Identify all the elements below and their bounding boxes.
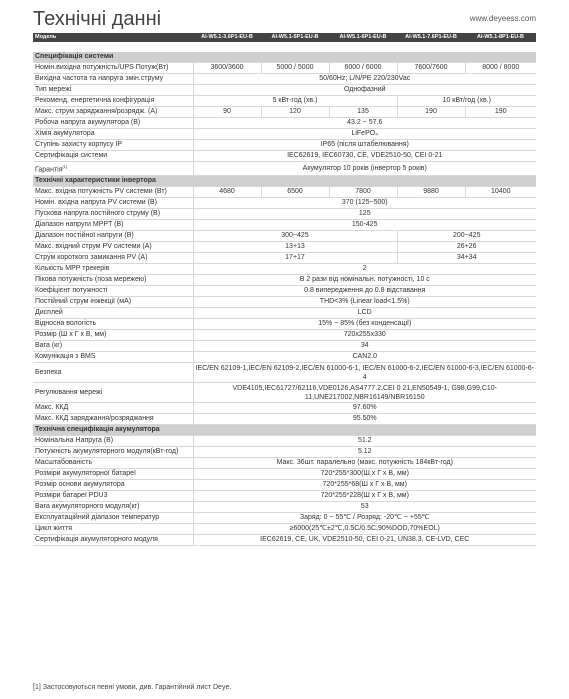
spec-label-cell: [33, 242, 193, 253]
spec-value: ≥6000(25℃±2℃,0.5C/0.5C,90%DOD,70%EOL): [193, 524, 536, 535]
spec-value: 300~425: [193, 231, 397, 242]
spec-value: VDE4105,IEC61727/62116,VDE0126,AS4777.2,CEI 0 21,EN50549-1, G98,G99,C10-11,UNE217002,NBR16149/NBR16150: [193, 383, 536, 403]
spec-row: [33, 363, 536, 383]
spec-label-cell: [33, 151, 193, 162]
spec-value: 15% ~ 85% (без конденсації): [193, 319, 536, 330]
spec-value: 43.2 ~ 57.6: [193, 118, 536, 129]
spec-row: [33, 151, 536, 162]
spec-value: 720*255*300(Ш х Г х В, мм): [193, 469, 536, 480]
spec-label: Макс. вхідна потужність PV системи (Вт): [35, 188, 167, 196]
spec-value: THD<3% (Linear load<1.5%): [193, 297, 536, 308]
spec-label-cell: [33, 469, 193, 480]
spec-label: Струм короткого замикання PV (A): [35, 254, 148, 262]
spec-label-cell: [33, 140, 193, 151]
spec-value: 34+34: [397, 253, 536, 264]
spec-value: 5000 / 5000: [261, 63, 329, 74]
spec-label: Масштабованість: [35, 459, 93, 467]
spec-label: Кількість MPP трекерів: [35, 265, 110, 273]
spec-value: 10400: [465, 187, 536, 198]
spec-value: 7800: [329, 187, 397, 198]
spec-value: 17+17: [193, 253, 397, 264]
spec-label-cell: [33, 308, 193, 319]
spacer-row: [33, 42, 536, 52]
spec-value: В 2 рази від номінальн. потужності, 10 с: [193, 275, 536, 286]
spec-value: 190: [397, 107, 465, 118]
spec-row: [33, 491, 536, 502]
spec-row: [33, 286, 536, 297]
spec-row: [33, 297, 536, 308]
model-name: AI-W5.1-8P1-EU-B: [465, 33, 536, 42]
spec-value: 51.2: [193, 436, 536, 447]
spec-row: [33, 129, 536, 140]
spec-label-cell: [33, 319, 193, 330]
spec-value: Макс. 36шт. паралельно (макс. потужність 184кВт-год): [193, 458, 536, 469]
section-title: Технічна специфікація акумулятора: [33, 425, 536, 436]
spec-row: [33, 383, 536, 403]
spec-label-cell: [33, 74, 193, 85]
spec-label-cell: [33, 275, 193, 286]
model-name: AI-W5.1-5P1-EU-B: [261, 33, 329, 42]
spec-label: Розмір основи акумулятора: [35, 481, 125, 489]
spec-label-cell: [33, 162, 193, 176]
spec-value: 720*255*68(Ш х Г х В, мм): [193, 480, 536, 491]
section-title: Технічні характеристики інвертора: [33, 176, 536, 187]
spec-label-cell: [33, 513, 193, 524]
spec-label-cell: [33, 524, 193, 535]
spec-label-cell: [33, 253, 193, 264]
spec-label: Пікова потужність (поза мережею): [35, 276, 147, 284]
spec-label-cell: [33, 458, 193, 469]
spec-row: [33, 341, 536, 352]
spec-value: IEC/EN 62109-1,IEC/EN 62109-2,IEC/EN 61000-6-1, IEC/EN 61000-6-2,IEC/EN 61000-6-3,IEC/EN 61000-6-4: [193, 363, 536, 383]
spec-label-cell: [33, 330, 193, 341]
spec-label-cell: [33, 352, 193, 363]
spec-label-cell: [33, 480, 193, 491]
spec-value: 5.12: [193, 447, 536, 458]
spec-row: [33, 308, 536, 319]
spec-value: 135: [329, 107, 397, 118]
spec-label-cell: [33, 209, 193, 220]
spec-label-cell: [33, 491, 193, 502]
spec-label-cell: [33, 198, 193, 209]
spec-row: [33, 414, 536, 425]
spec-label-cell: [33, 297, 193, 308]
spec-value: 97.60%: [193, 403, 536, 414]
section-title: Специфікація системи: [33, 52, 536, 63]
spec-value: CAN2.0: [193, 352, 536, 363]
spec-value: 95.50%: [193, 414, 536, 425]
spec-row: [33, 458, 536, 469]
spec-label: Вага акумуляторного модуля(кг): [35, 503, 140, 511]
spec-label: Експлуатаційний діапазон температур: [35, 514, 160, 522]
spec-label-cell: [33, 220, 193, 231]
spec-row: [33, 319, 536, 330]
spec-row: [33, 330, 536, 341]
spec-value: LCD: [193, 308, 536, 319]
spec-row: [33, 242, 536, 253]
spec-row: [33, 502, 536, 513]
spec-label-cell: [33, 118, 193, 129]
spec-label: Безпека: [35, 369, 62, 377]
spec-label-cell: [33, 187, 193, 198]
spec-value: 150-425: [193, 220, 536, 231]
spec-value: 53: [193, 502, 536, 513]
spec-label-cell: [33, 447, 193, 458]
spec-value: IEC62619, IEC60730, CE, VDE2510-50, CEI 0-21: [193, 151, 536, 162]
spec-label: Цикл життя: [35, 525, 73, 533]
spec-row: [33, 447, 536, 458]
spec-row: [33, 140, 536, 151]
spec-label-cell: [33, 129, 193, 140]
spec-label: Потужність акумуляторного модуля(кВт-год): [35, 448, 179, 456]
spec-value: 26+26: [397, 242, 536, 253]
spec-label: Робоча напруга акумулятора (В): [35, 119, 141, 126]
spec-row: [33, 187, 536, 198]
spec-label: Ступінь захисту корпусу IP: [35, 141, 123, 148]
spec-row: [33, 403, 536, 414]
spec-label-cell: [33, 363, 193, 383]
section-header-row: [33, 176, 536, 187]
spec-value: 120: [261, 107, 329, 118]
spec-value: 0.8 випередження до 0.8 відставання: [193, 286, 536, 297]
spec-label: Комунікація з BMS: [35, 353, 96, 361]
spec-row: [33, 96, 536, 107]
spec-value: 125: [193, 209, 536, 220]
footnote-marker: [1]: [62, 164, 67, 169]
spec-label: Розміри батареї PDU3: [35, 492, 108, 500]
spec-label: Постійний струм інжекції (мА): [35, 298, 132, 306]
spec-value: 13+13: [193, 242, 397, 253]
spec-label-cell: [33, 63, 193, 74]
spec-value: IP65 (після штабелювання): [193, 140, 536, 151]
spec-row: [33, 275, 536, 286]
spec-value: Однофазний: [193, 85, 536, 96]
spec-value: 2: [193, 264, 536, 275]
spec-row: [33, 436, 536, 447]
models-header-row: [33, 33, 536, 42]
spec-row: [33, 118, 536, 129]
spec-value: 720x255x330: [193, 330, 536, 341]
spec-label: Відносна вологість: [35, 320, 97, 328]
spec-value: 3600/3600: [193, 63, 261, 74]
model-name: AI-W5.1-3.6P1-EU-B: [193, 33, 261, 42]
spec-label: Макс. ККД заряджання/розряджання: [35, 415, 154, 423]
spec-row: [33, 524, 536, 535]
spec-value: 8000 / 8000: [465, 63, 536, 74]
spec-value: 6000 / 6000: [329, 63, 397, 74]
spec-value: 10 кВт/год (хв.): [397, 96, 536, 107]
spec-value: 190: [465, 107, 536, 118]
spec-label-cell: [33, 502, 193, 513]
spec-label: Пускова напруга постійного струму (В): [35, 210, 161, 218]
spec-value: 4680: [193, 187, 261, 198]
model-name: AI-W5.1-7.6P1-EU-B: [397, 33, 465, 42]
spec-label-cell: [33, 96, 193, 107]
spec-value: Акумулятор 10 років (інвертор 5 років): [193, 162, 536, 176]
section-header-row: [33, 425, 536, 436]
spec-label: Номін.вихідна потужність/UPS Потуж(Вт): [35, 64, 169, 71]
spec-value: 34: [193, 341, 536, 352]
spec-value: LiFePO₄: [193, 129, 536, 140]
spec-row: [33, 198, 536, 209]
spec-row: [33, 63, 536, 74]
spec-label: Регулювання мережі: [35, 389, 103, 397]
model-name: AI-W5.1-6P1-EU-B: [329, 33, 397, 42]
spec-label: Хімія акумулятора: [35, 130, 95, 137]
spec-label: Рекоменд. енергетична конфігурація: [35, 97, 155, 104]
spec-label-cell: [33, 383, 193, 403]
spec-value: 370 (125~500): [193, 198, 536, 209]
spec-value: 6500: [261, 187, 329, 198]
spec-row: [33, 480, 536, 491]
spec-label: Сертифікація системи: [35, 152, 108, 159]
spec-value: 50/60Hz; L/N/PE 220/230Vac: [193, 74, 536, 85]
website-url: www.deyeess.com: [469, 14, 536, 23]
spec-label: Розміри акумуляторної батареї: [35, 470, 136, 478]
page-title: Технічні данні: [33, 8, 162, 30]
models-label: Модель: [33, 33, 193, 42]
spec-value: Заряд: 0 ~ 55℃ / Розряд: -20℃ ~ +55℃: [193, 513, 536, 524]
spec-label-cell: [33, 414, 193, 425]
spec-label-cell: [33, 286, 193, 297]
spec-row: [33, 513, 536, 524]
spec-value: 9880: [397, 187, 465, 198]
spec-row: [33, 253, 536, 264]
spec-label: Макс. ККД: [35, 404, 69, 412]
spec-label: Гарантія: [35, 166, 63, 174]
spec-label: Макс. струм заряджання/розрядж. (A): [35, 108, 158, 115]
spec-row: [33, 85, 536, 96]
spec-row: [33, 352, 536, 363]
spec-label-cell: [33, 107, 193, 118]
spec-row: [33, 107, 536, 118]
spec-row: [33, 220, 536, 231]
spec-label: Вага (кг): [35, 342, 63, 350]
spec-value: 200~425: [397, 231, 536, 242]
spec-label: Розмір (Ш х Г х В, мм): [35, 331, 107, 339]
spacer-cell: [33, 42, 536, 52]
spec-label: Дисплей: [35, 309, 63, 317]
spec-label-cell: [33, 403, 193, 414]
spec-row: [33, 535, 536, 546]
spec-label-cell: [33, 535, 193, 546]
spec-row: [33, 209, 536, 220]
spec-row: [33, 264, 536, 275]
spec-row: [33, 162, 536, 176]
spec-label: Коефіцієнт потужності: [35, 287, 108, 295]
spec-label: Сертифікація акумуляторного модуля: [35, 536, 158, 544]
spec-value: 720*255*228(Ш х Г х В, мм): [193, 491, 536, 502]
spec-value: 5 кВт-год (хв.): [193, 96, 397, 107]
spec-label-cell: [33, 231, 193, 242]
spec-label-cell: [33, 341, 193, 352]
spec-label: Тип мережі: [35, 86, 72, 93]
spec-label: Номінальна Напруга (В): [35, 437, 114, 445]
spec-label-cell: [33, 436, 193, 447]
footnote: [1] Застосовуються певні умови, див. Гарантійний лист Deye.: [33, 684, 232, 691]
spec-label: Діапазон напруги MPPT (В): [35, 221, 124, 229]
spec-value: IEC62619, CE, UK, VDE2510-50, CEI 0-21, UN38.3, CE-LVD, CEC: [193, 535, 536, 546]
spec-table: [33, 33, 536, 546]
spec-row: [33, 231, 536, 242]
spec-value: 7600/7600: [397, 63, 465, 74]
spec-label: Номін. вхідна напруга PV системи (В): [35, 199, 157, 207]
spec-row: [33, 74, 536, 85]
spec-value: 90: [193, 107, 261, 118]
spec-label: Вихідна частота та напруга змін.струму: [35, 75, 164, 82]
spec-label: Діапазон постійної напруги (В): [35, 232, 134, 240]
spec-row: [33, 469, 536, 480]
spec-label-cell: [33, 264, 193, 275]
spec-label-cell: [33, 85, 193, 96]
section-header-row: [33, 52, 536, 63]
spec-label: Макс. вхідний струм PV системи (A): [35, 243, 152, 251]
